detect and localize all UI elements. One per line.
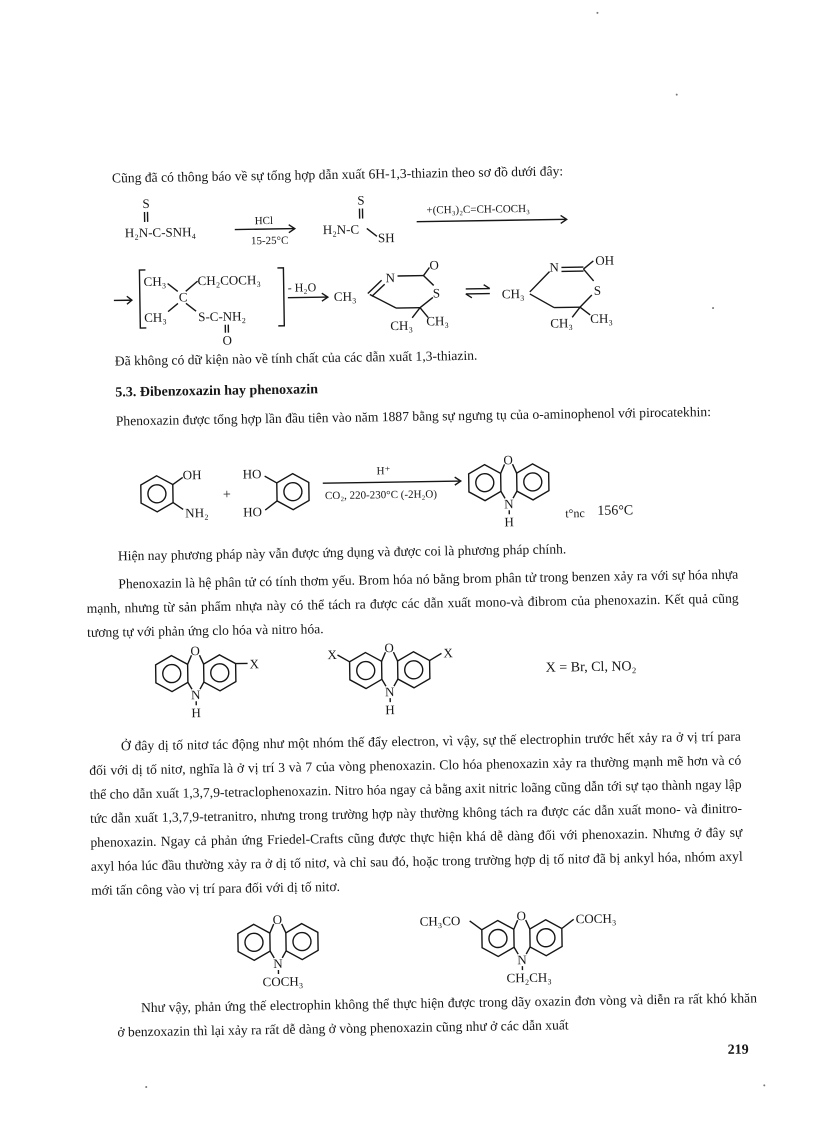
p2-bond-d <box>583 261 593 269</box>
mesityl-oxide-reagent: +(CH₃)₂C=CH-COCH₃ <box>426 203 530 217</box>
phenoxazin-oxygen: O <box>503 452 513 467</box>
phenoxazin-right-ring <box>517 464 550 500</box>
temperature-label: 15-25°C <box>251 235 289 248</box>
aminophenol-nh2: NH₂ <box>185 505 209 520</box>
catechol-ring <box>277 473 310 509</box>
mono-left-circle <box>163 664 181 682</box>
aminophenol-aromatic-circle <box>148 485 166 503</box>
method-paragraph: Hiện nay phương pháp này vẫn được ứng dụng và được coi là phương pháp chính. <box>118 535 738 569</box>
product1-nitrogen: N <box>385 270 395 285</box>
bromination-paragraph: Phenoxazin là hệ phân tử có tính thơm yếu. Brom hóa nó bằng brom phân tử trong benzen xảy ra với sự hóa nhựa mạnh, nhưng từ sản phẩm nhựa này có thể tách ra được các dẫn xuất mono-và đibrom của phenoxazin. Kết quả cũng tương tự với phản ứng clo hóa và nitro hóa. <box>86 563 739 645</box>
dithio-sh-label: SH <box>378 230 395 245</box>
product1-sulfur: S <box>433 285 440 300</box>
product2-nitrogen: N <box>549 259 559 274</box>
di-left-circle <box>357 661 375 679</box>
p2-bond-j <box>580 307 590 315</box>
product2-ch3-a: CH₃ <box>550 315 573 330</box>
reaction-arrow-1 <box>235 229 295 230</box>
p2-bond-f <box>580 295 592 307</box>
intermediate-thiocarbamate: S-C-NH₂ <box>198 308 246 324</box>
nacyl-n-bond-b <box>282 951 286 958</box>
thiourea-sulfur-label: S <box>142 196 149 211</box>
reaction-arrow-4 <box>323 481 461 483</box>
mono-left-ring <box>155 655 188 691</box>
di-substituent-x-left: X <box>327 647 337 662</box>
diacyl-right-circle <box>537 929 555 947</box>
nh2-bond <box>173 502 183 509</box>
product1-ch3-b: CH₃ <box>426 313 449 328</box>
di-n-bond-b <box>394 679 398 686</box>
phenoxazin-synthesis-scheme <box>126 447 687 536</box>
diacyl-n-bond-b <box>526 947 530 954</box>
diacyl-o-bond-b <box>526 920 530 929</box>
thiazin-synthesis-scheme <box>104 184 766 354</box>
catechol-bond-bottom <box>265 501 277 510</box>
int-bond-4 <box>186 303 196 311</box>
nacyl-o-bond-b <box>282 924 286 933</box>
dithio-sh-bond <box>367 228 377 236</box>
reaction-arrow-3 <box>288 297 328 298</box>
product2-ch3-left: CH₃ <box>502 286 525 301</box>
product2-ch3-b: CH₃ <box>590 311 613 326</box>
nacyl-left-ring <box>238 924 271 960</box>
reaction-arrow-2 <box>417 219 567 221</box>
dithiocarbamic-acid-formula: H₂N-C <box>323 222 360 238</box>
section-heading: 5.3. Đibenzoxazin hay phenoxazin <box>115 382 318 401</box>
page-number: 219 <box>728 1043 749 1059</box>
di-right-circle <box>405 661 423 679</box>
reaction-conditions: CO₂, 220-230°C (-2H₂O) <box>325 488 437 502</box>
diacyl-nitrogen: N <box>517 952 527 967</box>
phenoxazin-left-circle <box>476 474 494 492</box>
mono-oxygen: O <box>190 643 200 658</box>
phenoxazin-o-bond-b <box>513 464 517 473</box>
mono-substituent-x: X <box>249 656 259 671</box>
melting-point-value: 156°C <box>597 503 633 519</box>
thiazin-note-text: Đã không có dữ kiện nào về tính chất của các dẫn xuất 1,3-thiazin. <box>115 340 735 374</box>
intro-thiazin-text: Cũng đã có thông báo về sự tổng hợp dẫn xuất 6H-1,3-thiazin theo sơ đồ dưới đây: <box>112 157 732 191</box>
nacyl-right-ring <box>286 923 319 959</box>
n-acetyl-group: COCH₃ <box>262 974 303 990</box>
mono-n-bond-b <box>200 682 204 689</box>
melting-point-label: t°nc <box>565 506 585 520</box>
p1-bond-b <box>372 284 385 296</box>
intermediate-ch3-bottom: CH₃ <box>144 310 167 325</box>
intermediate-ch3-top: CH₃ <box>143 274 166 289</box>
catechol-aromatic-circle <box>284 483 302 501</box>
diacyl-oxygen: O <box>516 908 526 923</box>
di-oxygen: O <box>384 640 394 655</box>
p2-bond-i <box>572 307 580 317</box>
scan-speck <box>712 307 714 309</box>
aminophenol-oh: OH <box>183 467 202 482</box>
nitrogen-effect-paragraph: Ở đây dị tố nitơ tác động như một nhóm thế đẩy electron, vì vậy, sự thế electrophin trước hết xảy ra ở vị trí para đối với dị tố nitơ, nghĩa là ở vị trí 3 và 7 của vòng phenoxazin. Clo hóa phenoxazin xảy ra thường mạnh mẽ hơn và có thể cho dẫn xuất 1,3,7,9-tetraclophenoxazin. Nitro hóa ngay cả bằng axit nitric loãng cũng dẫn tới sự tạo thành ngay lập tức dẫn xuất 1,3,7,9-tetranitro, nhưng trong trường hợp này thường không tách ra được các dẫn xuất mono- và đinitro-phenoxazin. Ngay cả phản ứng Friedel-Crafts cũng được thực hiện khá dễ dàng đối với phenoxazin. Nhưng ở đây sự axyl hóa lúc đầu thường xảy ra ở dị tố nitơ, và chỉ sau đó, hoặc trong trường hợp dị tố nitơ đã bị ankyl hóa, nhóm axyl mới tấn công vào vị trí para đối với dị tố nitơ. <box>89 725 744 903</box>
oh-bond <box>173 477 183 484</box>
phenoxazin-n-bond-b <box>513 491 517 498</box>
diacyl-left-circle <box>489 929 507 947</box>
thiourea-formula: H₂N-C-SNH₄ <box>125 224 197 240</box>
acetyl-right-bond <box>562 919 574 928</box>
di-o-bond-b <box>393 652 397 661</box>
p1-bond-a <box>368 280 382 293</box>
dithiocarbamic-sulfur-label: S <box>357 193 364 208</box>
scan-speck <box>676 94 678 96</box>
product2-sulfur: S <box>594 283 601 298</box>
catechol-bond-top <box>265 476 277 483</box>
int-bond-1 <box>168 283 178 291</box>
product2-hydroxyl: OH <box>595 253 614 268</box>
p1-bond-i <box>412 308 420 318</box>
halogenated-phenoxazins-scheme <box>141 635 702 724</box>
phenoxazin-left-ring <box>469 464 502 500</box>
p1-bond-f <box>420 297 433 307</box>
n-ethyl-group: CH₂CH₃ <box>506 970 551 986</box>
di-left-ring <box>349 652 382 688</box>
catechol-ho-top: HO <box>243 466 262 481</box>
intermediate-oxygen: O <box>222 333 232 348</box>
di-hydrogen: H <box>385 702 395 717</box>
acetyl-right: COCH₃ <box>576 911 617 927</box>
phenoxazin-right-circle <box>524 473 542 491</box>
p1-bond-h <box>370 294 396 308</box>
intermediate-central-carbon: C <box>179 289 188 304</box>
p2-bond-e <box>583 269 593 281</box>
mono-hydrogen: H <box>191 705 201 720</box>
di-right-ring <box>397 652 430 688</box>
acid-catalyst-label: H⁺ <box>377 465 391 477</box>
p2-bond-a <box>529 272 549 292</box>
product1-ch3-left: CH₃ <box>334 289 357 304</box>
aminophenol-ring <box>141 476 174 512</box>
phenoxazin-nitrogen: N <box>504 496 514 511</box>
diacyl-right-ring <box>530 920 563 956</box>
product1-ch3-a: CH₃ <box>390 318 413 333</box>
nacyl-oxygen: O <box>273 912 283 927</box>
acetyl-left-bond <box>470 921 482 930</box>
p1-bond-e <box>424 275 434 285</box>
acetyl-left: CH₃CO <box>420 913 461 929</box>
diacyl-left-ring <box>482 920 515 956</box>
int-bond-2 <box>186 281 198 291</box>
di-x-bond-right <box>429 653 441 660</box>
mono-right-ring <box>203 655 236 691</box>
hcl-label: HCl <box>255 215 274 227</box>
scan-speck <box>596 12 598 14</box>
synthesis-paragraph: Phenoxazin được tổng hợp lần đầu tiên vào năm 1887 bằng sự ngưng tụ của o-aminophenol với pirocatekhin: <box>84 400 736 434</box>
p2-bond-h <box>530 294 554 308</box>
mono-nitrogen: N <box>191 687 201 702</box>
mono-o-bond-b <box>199 655 203 664</box>
bracket-right <box>277 268 284 326</box>
di-substituent-x-right: X <box>443 645 453 660</box>
scan-speck <box>763 1084 765 1086</box>
intermediate-ch2coch3: CH₂COCH₃ <box>197 272 260 288</box>
scan-speck <box>145 1086 147 1088</box>
minus-water-label: - H₂O <box>288 280 317 294</box>
nacyl-left-circle <box>245 933 263 951</box>
nacyl-right-circle <box>293 932 311 950</box>
acyl-phenoxazins-scheme <box>223 902 784 991</box>
plus-sign: + <box>223 488 231 503</box>
product1-oxygen: O <box>429 257 439 272</box>
phenoxazin-hydrogen: H <box>504 514 514 529</box>
int-bond-3 <box>168 303 178 311</box>
substituent-legend: X = Br, Cl, NO₂ <box>546 659 637 675</box>
mono-right-circle <box>211 664 229 682</box>
conclusion-paragraph: Như vậy, phản ứng thế electrophin không thể thực hiện được trong dãy oxazin đơn vòng và diễn ra rất khó khăn ở benzoxazin thì lại xảy ra rất dễ dàng ở vòng phenoxazin cũng như ở các dẫn xuất <box>117 986 758 1044</box>
di-x-bond-left <box>337 655 349 662</box>
nacyl-nitrogen: N <box>273 956 283 971</box>
catechol-ho-bottom: HO <box>243 504 262 519</box>
di-nitrogen: N <box>385 684 395 699</box>
